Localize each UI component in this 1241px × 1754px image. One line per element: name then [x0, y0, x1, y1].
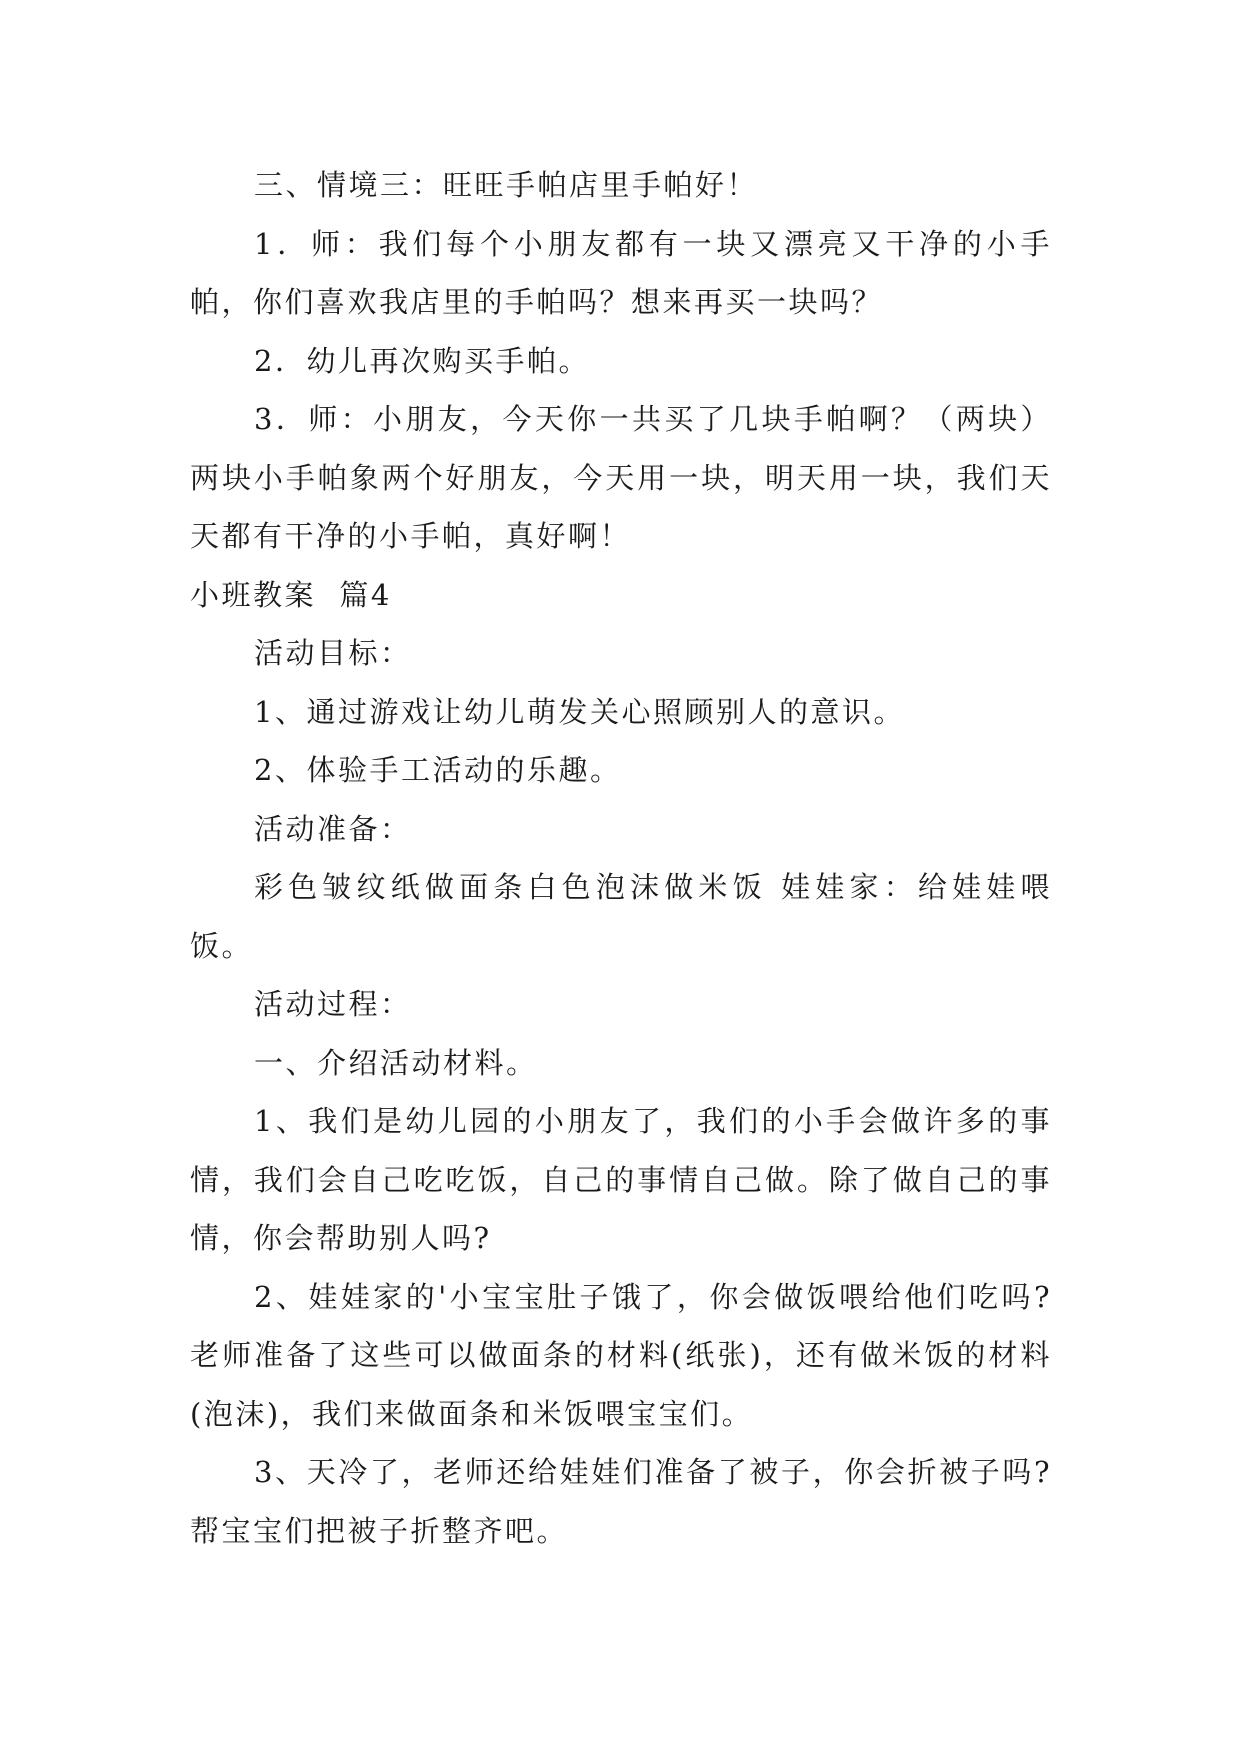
- preparation-materials: 彩色皱纹纸做面条白色泡沫做米饭 娃娃家：给娃娃喂饭。: [190, 870, 1052, 963]
- process-item-2: 2、娃娃家的'小宝宝肚子饿了，你会做饭喂给他们吃吗?老师准备了这些可以做面条的材料(纸张)，还有做米饭的材料(泡沫)，我们来做面条和米饭喂宝宝们。: [190, 1279, 1052, 1431]
- activity-process-label: 活动过程：: [254, 987, 412, 1021]
- process-step-intro: 一、介绍活动材料。: [254, 1045, 538, 1080]
- document-body: [190, 156, 1052, 1560]
- paragraph-teacher-question: 1．师：我们每个小朋友都有一块又漂亮又干净的小手帕，你们喜欢我店里的手帕吗？想来再买一块吗？: [190, 226, 1052, 319]
- scenario-three-heading: 三、情境三：旺旺手帕店里手帕好！: [254, 168, 759, 202]
- process-item-3: 3、天冷了，老师还给娃娃们准备了被子，你会折被子吗?帮宝宝们把被子折整齐吧。: [190, 1455, 1052, 1548]
- paragraph-two-handkerchiefs: 3．师：小朋友，今天你一共买了几块手帕啊？（两块）两块小手帕象两个好朋友，今天用一块，明天用一块，我们天天都有干净的小手帕，真好啊！: [190, 402, 1052, 553]
- goal-item-2: 2、体验手工活动的乐趣。: [254, 753, 622, 787]
- section-title: 小班教案 篇4: [190, 577, 392, 612]
- activity-preparation-label: 活动准备：: [254, 811, 412, 846]
- activity-goals-label: 活动目标：: [254, 636, 412, 670]
- goal-item-1: 1、通过游戏让幼儿萌发关心照顾别人的意识。: [254, 694, 905, 729]
- process-item-1: 1、我们是幼儿园的小朋友了，我们的小手会做许多的事情，我们会自己吃吃饭，自己的事情自己做。除了做自己的事情，你会帮助别人吗?: [190, 1104, 1052, 1255]
- paragraph-buy-again: 2．幼儿再次购买手帕。: [254, 343, 590, 378]
